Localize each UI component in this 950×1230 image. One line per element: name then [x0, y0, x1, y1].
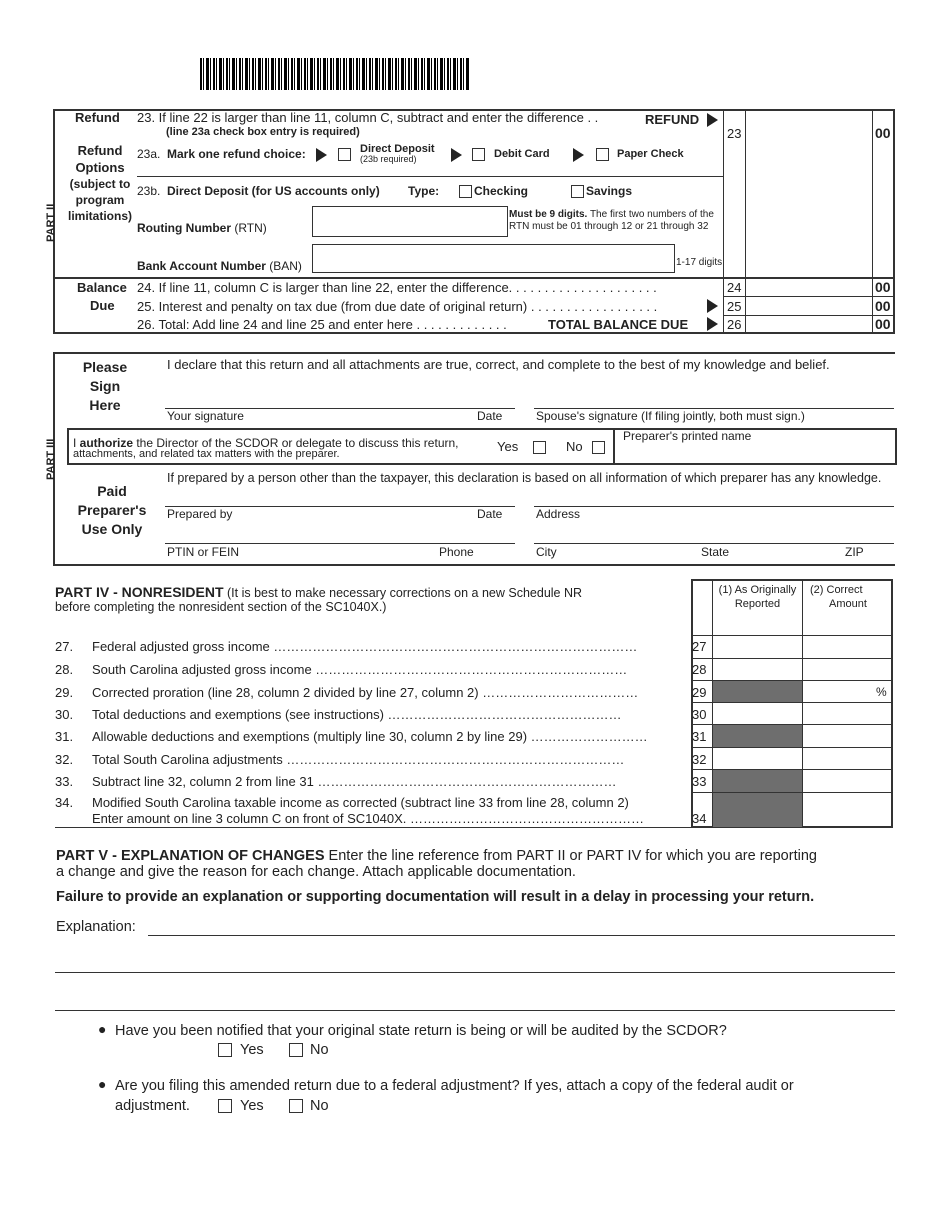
line-25-cents: 00	[875, 298, 891, 314]
line-ref: 31	[692, 729, 707, 744]
federal-no-label: No	[310, 1098, 329, 1114]
arrow-right-icon	[316, 148, 327, 162]
direct-deposit-checkbox[interactable]	[338, 148, 351, 161]
your-signature-label: Your signature	[167, 409, 244, 423]
checking-checkbox[interactable]	[459, 185, 472, 198]
sign-label-3: Here	[89, 397, 121, 413]
line-ref: 28	[692, 662, 707, 677]
city-line[interactable]	[534, 543, 894, 544]
federal-no-checkbox[interactable]	[289, 1099, 303, 1113]
shaded-cell	[713, 770, 802, 792]
refund-label: Refund	[75, 110, 120, 125]
line-26-cents: 00	[875, 316, 891, 332]
audit-no-checkbox[interactable]	[289, 1043, 303, 1057]
line-number: 28.	[55, 662, 74, 677]
audit-no-label: No	[310, 1042, 329, 1058]
state-label: State	[701, 545, 730, 559]
explanation-label: Explanation:	[56, 919, 136, 935]
explanation-line[interactable]	[55, 972, 895, 973]
col-2-header-2: Amount	[829, 598, 867, 610]
sign-label-1: Please	[82, 359, 128, 375]
preparer-printed-name-label: Preparer's printed name	[623, 429, 752, 443]
line-26-text: 26. Total: Add line 24 and line 25 and enter here . . . . . . . . . . . . .	[137, 317, 507, 332]
shaded-cell	[713, 725, 802, 747]
zip-label: ZIP	[845, 545, 864, 559]
arrow-right-icon	[573, 148, 584, 162]
direct-deposit-label: Direct Deposit	[360, 143, 435, 155]
audit-question: Have you been notified that your original state return is being or will be audited by the SCDOR?	[115, 1023, 727, 1039]
line-text: Total deductions and exemptions (see instructions) ………………………………………………	[92, 707, 622, 722]
line-24-number: 24	[727, 280, 742, 295]
routing-number-label: Routing Number (RTN)	[137, 221, 267, 235]
federal-question-2: adjustment.	[115, 1098, 190, 1114]
checking-label: Checking	[474, 184, 529, 198]
arrow-right-icon	[451, 148, 462, 162]
refund-options-label-2: Options	[75, 160, 125, 175]
address-label: Address	[536, 507, 581, 521]
line-ref: 32	[692, 752, 707, 767]
line-ref: 34	[692, 811, 707, 826]
authorize-no-checkbox[interactable]	[592, 441, 605, 454]
ptin-label: PTIN or FEIN	[167, 545, 240, 559]
direct-deposit-note: (23b required)	[360, 154, 417, 164]
part-5-title-line: PART V - EXPLANATION OF CHANGES Enter the line reference from PART II or PART IV for which you are reporting	[56, 848, 817, 864]
line-25-text: 25. Interest and penalty on tax due (from due date of original return) . . . . . . . . . . . . . . . . . .	[137, 299, 658, 314]
col-1-header-1: (1) As Originally	[718, 584, 797, 596]
line-23-amount-field[interactable]	[746, 110, 872, 142]
line-24-cents: 00	[875, 279, 891, 295]
line-23-note: (line 23a check box entry is required)	[166, 126, 360, 138]
paid-label-2: Preparer's	[77, 502, 147, 518]
line-25-number: 25	[727, 299, 742, 314]
bank-account-input[interactable]	[312, 244, 675, 273]
part-4-subtitle: before completing the nonresident section of the SC1040X.)	[55, 600, 387, 614]
paid-label-1: Paid	[97, 483, 127, 499]
line-23a-prefix: 23a.	[137, 147, 161, 161]
refund-options-label-3: (subject to	[69, 177, 131, 191]
line-text: South Carolina adjusted gross income ………………………………………………………………	[92, 662, 628, 677]
bank-account-digits-note: 1-17 digits	[676, 257, 723, 268]
line-ref: 29	[692, 685, 707, 700]
federal-yes-label: Yes	[240, 1098, 264, 1114]
paper-check-label: Paper Check	[617, 148, 684, 160]
shaded-cell	[713, 793, 802, 827]
part-4-title-line: PART IV - NONRESIDENT (It is best to make necessary corrections on a new Schedule NR	[55, 584, 583, 600]
arrow-right-icon	[707, 299, 718, 313]
prepared-by-label: Prepared by	[167, 507, 233, 521]
line-number: 34.	[55, 795, 74, 810]
savings-label: Savings	[586, 184, 633, 198]
federal-question: Are you filing this amended return due to a federal adjustment? If yes, attach a copy of the federal audit or	[115, 1078, 794, 1094]
sign-label-2: Sign	[89, 378, 121, 394]
prepared-date-label: Date	[477, 507, 503, 521]
shaded-cell	[713, 681, 802, 702]
line-ref: 33	[692, 774, 707, 789]
line-text: Allowable deductions and exemptions (multiply line 30, column 2 by line 29) ………………………	[92, 729, 648, 744]
audit-yes-label: Yes	[240, 1042, 264, 1058]
line-number: 30.	[55, 707, 74, 722]
declaration-text: I declare that this return and all attachments are true, correct, and complete to the best of my knowledge and belief.	[167, 357, 830, 372]
line-ref: 30	[692, 707, 707, 722]
line-26-bold: TOTAL BALANCE DUE	[548, 317, 689, 332]
refund-options-label-4: program	[75, 193, 125, 207]
line-26-number: 26	[727, 317, 742, 332]
part-5-intro-2: a change and give the reason for each change. Attach applicable documentation.	[56, 864, 576, 880]
line-23-cents: 00	[875, 125, 891, 141]
line-23b-prefix: 23b.	[137, 184, 161, 198]
line-text: Federal adjusted gross income …………………………………………………………………………	[92, 639, 638, 654]
address-line[interactable]	[534, 506, 894, 507]
authorize-text-2: attachments, and related tax matters with the preparer.	[73, 448, 340, 460]
line-text-2: Enter amount on line 3 column C on front of SC1040X. ………………………………………………	[92, 811, 644, 826]
line-number: 33.	[55, 774, 74, 789]
line-text: Modified South Carolina taxable income as corrected (subtract line 33 from line 28, column 2)	[92, 795, 629, 810]
routing-number-note-2: RTN must be 01 through 12 or 21 through 32	[509, 221, 709, 232]
line-text: Subtract line 32, column 2 from line 31 ……………………………………………………………	[92, 774, 617, 789]
phone-label: Phone	[439, 545, 474, 559]
arrow-right-icon	[707, 317, 718, 331]
balance-label-2: Due	[90, 298, 115, 313]
barcode	[200, 58, 470, 90]
line-23-number: 23	[727, 126, 742, 141]
spouse-signature-label: Spouse's signature (If filing jointly, both must sign.)	[536, 409, 805, 423]
ptin-line[interactable]	[165, 543, 515, 544]
authorize-yes-checkbox[interactable]	[533, 441, 546, 454]
authorize-text: I authorize the Director of the SCDOR or delegate to discuss this return,	[73, 436, 459, 450]
line-ref: 27	[692, 639, 707, 654]
col-1-header-2: Reported	[734, 598, 781, 610]
city-label: City	[536, 545, 557, 559]
line-23a-label: Mark one refund choice:	[167, 147, 306, 161]
explanation-line[interactable]	[148, 935, 895, 936]
part-5-warning: Failure to provide an explanation or supporting documentation will result in a delay in processing your return.	[56, 889, 815, 905]
prepared-declaration: If prepared by a person other than the taxpayer, this declaration is based on all information of which preparer has any knowledge.	[167, 471, 882, 485]
federal-yes-checkbox[interactable]	[218, 1099, 232, 1113]
paper-check-checkbox[interactable]	[596, 148, 609, 161]
line-23-refund: REFUND	[645, 112, 700, 127]
debit-card-checkbox[interactable]	[472, 148, 485, 161]
bank-account-label: Bank Account Number (BAN)	[137, 259, 302, 273]
arrow-right-icon	[707, 113, 718, 127]
line-23-text: 23. If line 22 is larger than line 11, column C, subtract and enter the difference . .	[137, 110, 599, 125]
type-label: Type:	[408, 184, 440, 198]
debit-card-label: Debit Card	[494, 148, 550, 160]
part-2-side-label: PART II	[45, 203, 57, 242]
line-number: 27.	[55, 639, 74, 654]
line-23b-label: Direct Deposit (for US accounts only)	[167, 184, 380, 198]
authorize-yes-label: Yes	[497, 439, 519, 454]
explanation-line[interactable]	[55, 1010, 895, 1011]
balance-label-1: Balance	[77, 280, 127, 295]
paid-label-3: Use Only	[81, 521, 143, 537]
audit-yes-checkbox[interactable]	[218, 1043, 232, 1057]
savings-checkbox[interactable]	[571, 185, 584, 198]
date-label: Date	[477, 409, 503, 423]
line-number: 29.	[55, 685, 74, 700]
line-text: Corrected proration (line 28, column 2 divided by line 27, column 2) ………………………………	[92, 685, 639, 700]
bullet-icon: ●	[98, 1021, 107, 1037]
col-2-header-1: (2) Correct	[810, 584, 863, 596]
line-number: 32.	[55, 752, 74, 767]
routing-number-note: Must be 9 digits. The first two numbers of the	[509, 209, 714, 220]
refund-options-label-5: limitations)	[67, 209, 132, 223]
line-text: Total South Carolina adjustments ……………………………………………………………………	[92, 752, 625, 767]
line-24-text: 24. If line 11, column C is larger than line 22, enter the difference. . . . . . . . . . . . . . . . . . . . .	[137, 280, 657, 295]
bullet-icon: ●	[98, 1076, 107, 1092]
authorize-no-label: No	[566, 439, 583, 454]
refund-options-label-1: Refund	[77, 143, 123, 158]
routing-number-input[interactable]	[312, 206, 508, 237]
part-3-side-label: PART III	[45, 438, 57, 480]
percent-sign: %	[876, 685, 887, 699]
line-number: 31.	[55, 729, 74, 744]
